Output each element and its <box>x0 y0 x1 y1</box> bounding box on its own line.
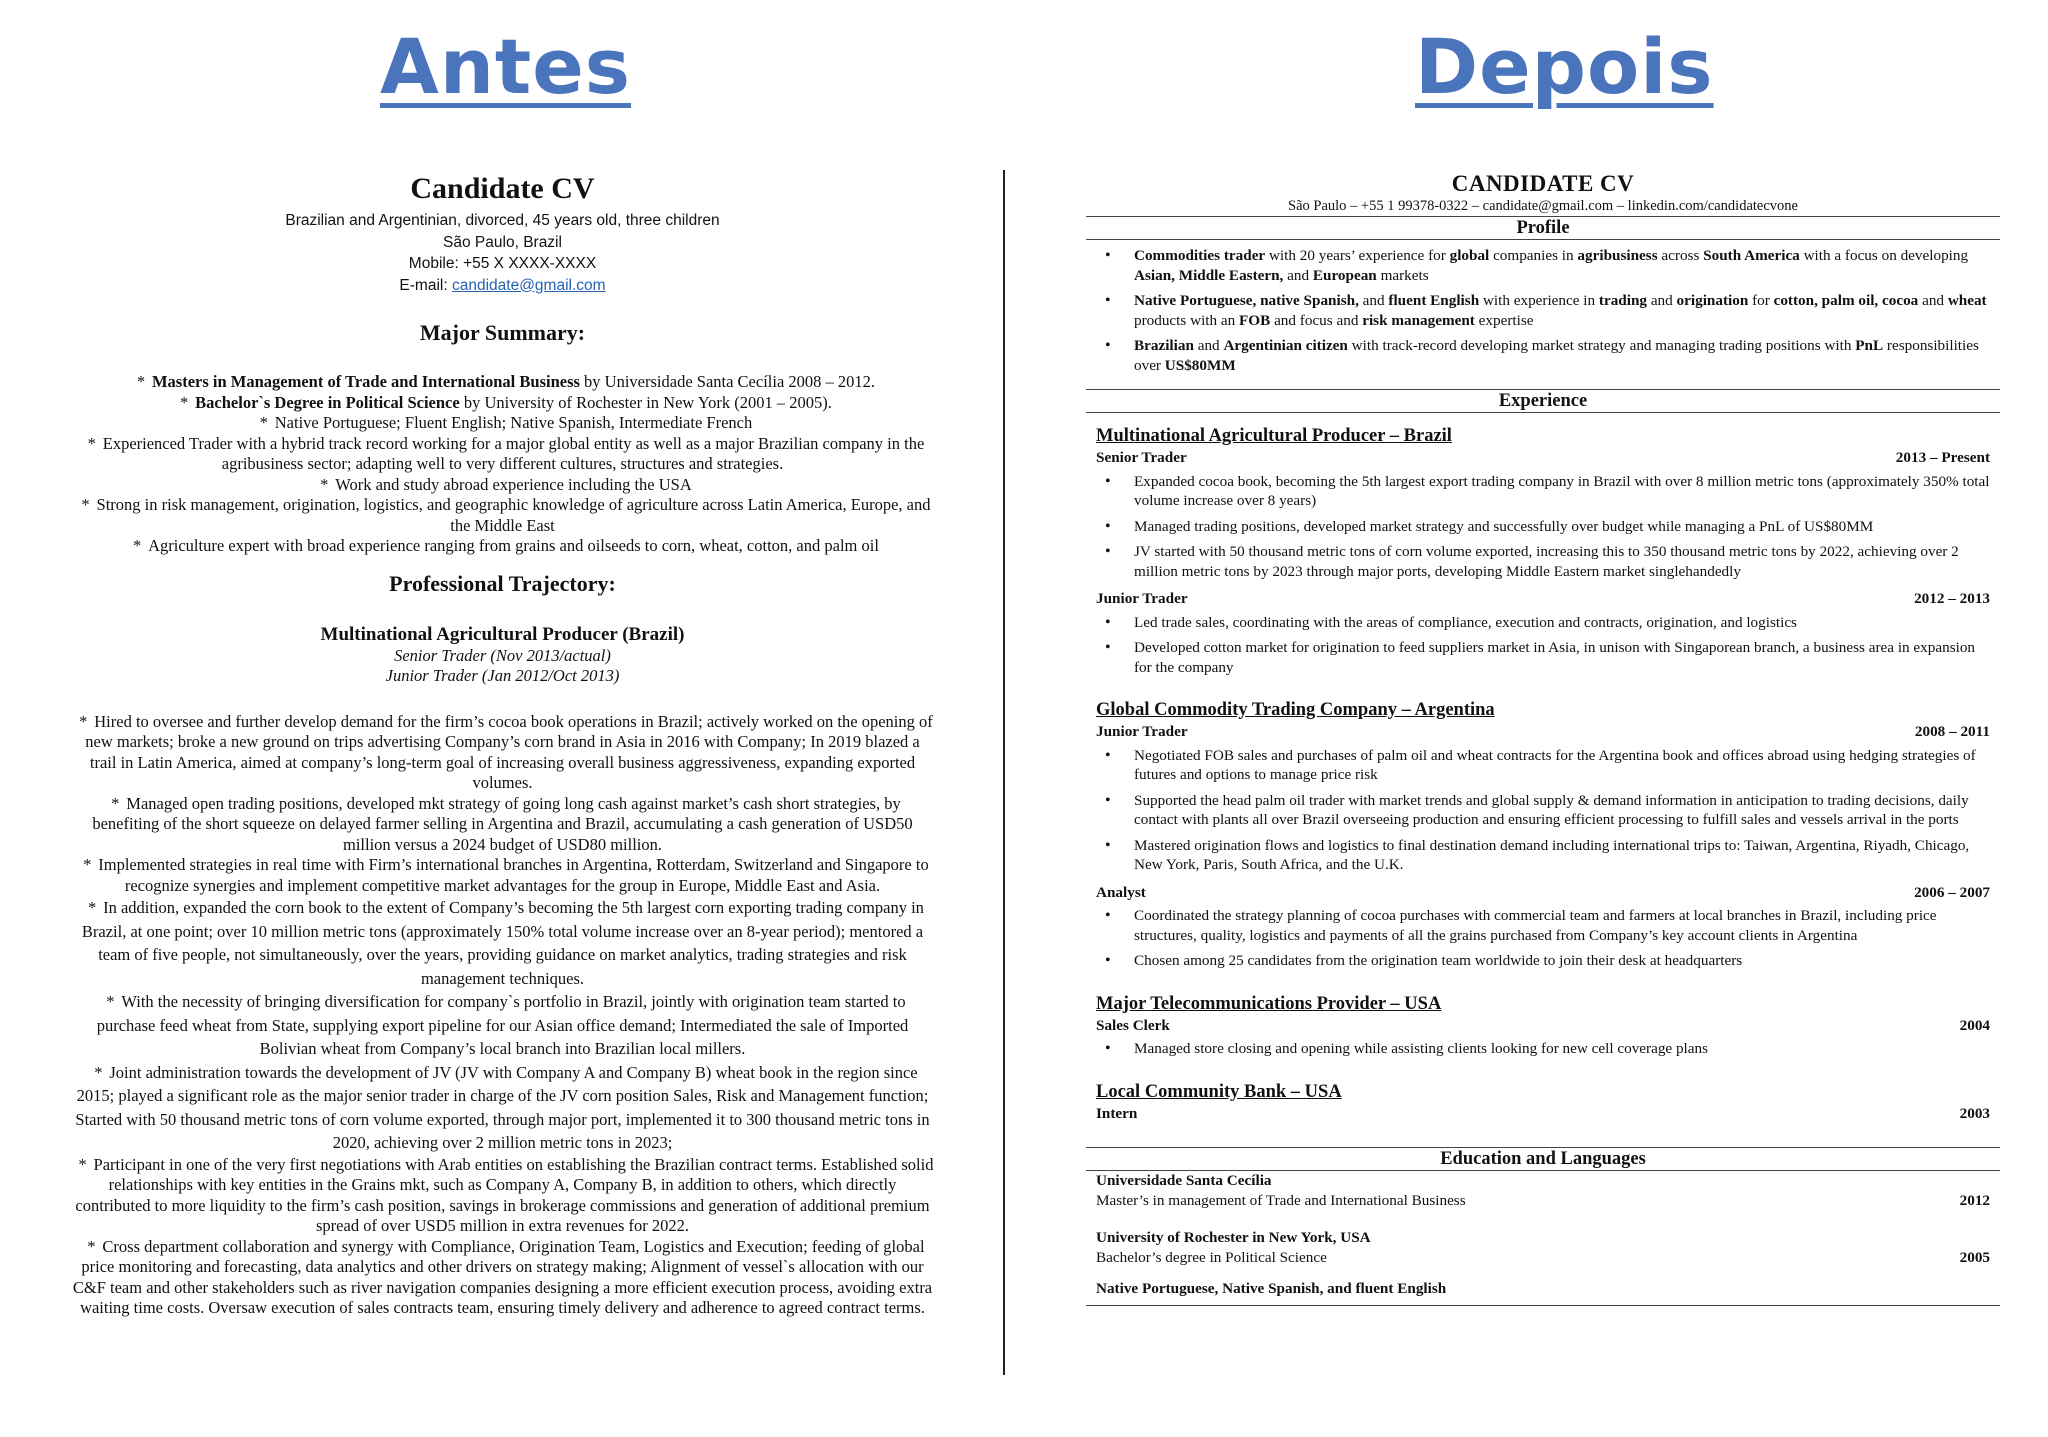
job-bullet: • JV started with 50 thousand metric tons of corn volume exported, increasing this to 350 thousand metric tons by 2022, achieving over 2 million metric tons by 2023 through major ports, developing Middle Eastern market singlehandedly <box>1086 542 2000 581</box>
trajectory-role-senior: Senior Trader (Nov 2013/actual) <box>394 645 611 665</box>
job-bullet: • Chosen among 25 candidates from the origination team worldwide to join their desk at headquarters <box>1086 951 2000 971</box>
bullet-star: * <box>87 1236 96 1256</box>
job-position <box>1086 589 2000 609</box>
task-item-text: Hired to oversee and further develop demand for the firm’s cocoa book operations in Brazil; actively worked on the opening of new markets; broke a new ground on trips advertising Company’s corn brand in Asia in 2016 with Company; In 2019 blazed a trail in Latin America, aimed at company’s long-term goal of increasing overall business aggressiveness, expanding exported volumes. <box>85 711 933 792</box>
profile-item-text: and <box>1647 292 1677 309</box>
task-list <box>70 712 935 1319</box>
profile-list <box>1086 246 2000 375</box>
cv-before-contact-3: Mobile: +55 X XXXX-XXXX <box>408 255 597 272</box>
job-company: Major Telecommunications Provider – USA <box>1096 993 1442 1014</box>
cv-before-contact-1: Brazilian and Argentinian, divorced, 45 years old, three children <box>285 212 720 229</box>
job-company: Global Commodity Trading Company – Argentina <box>1096 700 1495 720</box>
profile-item-text: expertise <box>1474 311 1534 329</box>
job-bullets <box>1086 613 2000 678</box>
bullet-star: * <box>87 898 97 917</box>
education-year: 2012 <box>1959 1191 1990 1209</box>
job-bullet: • Managed store closing and opening while assisting clients looking for new cell coverage plans <box>1086 1039 2000 1059</box>
job-role: Junior Trader <box>1096 590 1188 607</box>
profile-item-text: and <box>1918 292 1948 309</box>
task-item <box>70 712 935 794</box>
task-item-text: In addition, expanded the corn book to the extent of Company’s becoming the 5th largest corn exporting trading company in Brazil, at one point; over 10 million metric tons (approximately 150% total volume increase over an 8-year period); mentored a team of five people, not simultaneously, over the years, providing guidance on market analytics, trading strategies and risk management techniques. <box>81 898 924 988</box>
bullet-star: * <box>180 392 189 412</box>
profile-item-text: Native Portuguese, native Spanish, <box>1134 292 1359 309</box>
profile-item-text: European <box>1312 266 1377 284</box>
bullet-star: * <box>94 1062 103 1082</box>
summary-item <box>70 475 935 496</box>
profile-item-text: Argentinian citizen <box>1223 337 1348 354</box>
job-bullets <box>1086 472 2000 582</box>
cv-before-title: Candidate CV <box>410 172 595 205</box>
task-item <box>70 1155 935 1237</box>
profile-item-text: cotton, palm oil, cocoa <box>1773 292 1919 309</box>
experience-title: Experience <box>1086 389 2000 413</box>
profile-item-text: US$80MM <box>1164 356 1236 374</box>
summary-item-text: by University of Rochester in New York (2001 – 2005). <box>459 392 832 412</box>
profile-item <box>1086 291 2000 330</box>
profile-item-text: and <box>1193 337 1224 354</box>
summary-list <box>70 372 935 557</box>
cv-before <box>70 170 935 1319</box>
task-item <box>70 896 935 990</box>
experience-list <box>1086 425 2000 1123</box>
trajectory-title: Professional Trajectory: <box>389 570 616 596</box>
job-bullet: • Managed trading positions, developed market strategy and successfully over budget while managing a PnL of US$80MM <box>1086 517 2000 537</box>
job-role: Sales Clerk <box>1096 1016 1170 1034</box>
job-role: Analyst <box>1096 883 1146 901</box>
profile-title: Profile <box>1086 217 2000 240</box>
profile-item-text: fluent English <box>1388 292 1480 309</box>
job-dates: 2012 – 2013 <box>1914 590 1990 607</box>
job-dates: 2004 <box>1959 1016 1990 1034</box>
job-bullet: • Negotiated FOB sales and purchases of palm oil and wheat contracts for the Argentina book and offices abroad using hedging strategies of futures and options to manage price risk <box>1086 746 2000 785</box>
summary-item <box>70 495 935 536</box>
profile-item-text: Asian, Middle Eastern, <box>1134 266 1284 284</box>
profile-item-text: South America <box>1703 247 1800 264</box>
profile-item-text: with experience in <box>1479 292 1599 309</box>
languages: Native Portuguese, Native Spanish, and fluent English <box>1086 1279 2000 1306</box>
summary-item-text: Strong in risk management, origination, logistics, and geographic knowledge of agriculture across Latin America, Europe, and the Middle East <box>96 495 931 535</box>
education-degree-row <box>1086 1191 2000 1211</box>
job-bullet: • Coordinated the strategy planning of cocoa purchases with commercial team and farmers at local branches in Brazil, including price structures, quality, logistics and payments of all the grains purchased from Company’s key account clients in Argentina <box>1086 906 2000 945</box>
profile-item-text: global <box>1449 247 1490 264</box>
summary-item-text: Native Portuguese; Fluent English; Native Spanish, Intermediate French <box>274 413 753 432</box>
education-degree: Master’s in management of Trade and International Business <box>1096 1191 1466 1209</box>
cv-after <box>1086 170 2000 1306</box>
profile-item-text: and <box>1283 266 1313 284</box>
heading-after: Depois <box>1415 22 1714 111</box>
email-label: E-mail: <box>399 276 452 294</box>
job-bullet: • Developed cotton market for origination to feed suppliers market in Asia, in unison with Singaporean branch, a business area in expansion for the company <box>1086 638 2000 677</box>
education-title: Education and Languages <box>1086 1147 2000 1171</box>
bullet-star: * <box>87 433 96 453</box>
job-dates: 2008 – 2011 <box>1914 723 1990 740</box>
job-role: Intern <box>1096 1104 1138 1122</box>
summary-item-text: by Universidade Santa Cecília 2008 – 2012. <box>579 372 876 391</box>
profile-item-text: for <box>1748 292 1774 309</box>
education-year: 2005 <box>1959 1248 1990 1266</box>
profile-item-text: with a focus on developing <box>1799 247 1969 264</box>
job-role: Junior Trader <box>1096 723 1188 740</box>
task-item <box>70 794 935 856</box>
summary-item <box>70 372 935 393</box>
summary-item <box>70 434 935 475</box>
job-position <box>1086 1016 2000 1036</box>
email-link[interactable]: candidate@gmail.com <box>451 276 606 294</box>
bullet-star: * <box>259 413 268 432</box>
job-bullet: • Supported the head palm oil trader with market trends and global supply & demand information in anticipation to trading decisions, daily contact with plants all over Brazil overseeing production and ensuring efficient processing to fulfill sales and vessels arrival in the ports <box>1086 791 2000 830</box>
job-bullets <box>1086 746 2000 875</box>
task-item <box>70 855 935 896</box>
profile-item-text: agribusiness <box>1577 247 1658 264</box>
profile-item-text: Commodities trader <box>1134 247 1266 264</box>
bullet-star: * <box>81 495 90 514</box>
trajectory-company: Multinational Agricultural Producer (Brazil) <box>320 623 685 645</box>
bullet-star: * <box>136 372 146 391</box>
job-position <box>1086 883 2000 903</box>
cv-before-email <box>70 275 935 297</box>
task-item <box>70 1061 935 1155</box>
bullet-star: * <box>83 855 92 874</box>
job-company: Multinational Agricultural Producer – Brazil <box>1096 426 1452 446</box>
job-bullets <box>1086 1039 2000 1059</box>
cv-after-contact: São Paulo – +55 1 99378-0322 – candidate@gmail.com – linkedin.com/candidatecvone <box>1086 198 2000 217</box>
job-dates: 2006 – 2007 <box>1914 883 1990 901</box>
task-item-text: With the necessity of bringing diversification for company`s portfolio in Brazil, jointly with origination team started to purchase feed wheat from State, supplying export pipeline for our Asian office demand; Intermediated the sale of Imported Bolivian wheat from Company’s local branch into Brazilian local millers. <box>96 992 909 1058</box>
profile-item-text: origination <box>1676 292 1749 309</box>
education-list <box>1086 1171 2000 1267</box>
profile-item-text: products with an <box>1134 311 1240 329</box>
profile-item-text: and focus and <box>1270 311 1363 329</box>
task-item-text: Cross department collaboration and synergy with Compliance, Origination Team, Logistics and Execution; feeding of global price monitoring and forecasting, data analytics and other drivers on strategy making; Alignment of vessel`s allocation with our C&F team and other stakeholders such as river navigation companies designing a more efficient execution process, avoiding extra waiting time costs. Oversaw execution of sales contracts team, ensuring timely delivery and adherence to agreed contract terms. <box>72 1236 933 1317</box>
cv-before-contact-2: São Paulo, Brazil <box>443 233 562 251</box>
profile-item-text: across <box>1657 247 1704 264</box>
task-item-text: Implemented strategies in real time with Firm’s international branches in Argentina, Rotterdam, Switzerland and Singapore to recognize synergies and implement competitive market advantages for the group in Europe, Middle East and Asia. <box>98 855 929 895</box>
bullet-star: * <box>320 474 329 494</box>
education-degree-row <box>1086 1248 2000 1268</box>
job-bullet: • Expanded cocoa book, becoming the 5th largest export trading company in Brazil with over 8 million metric tons (approximately 350% total volume increase over 8 years) <box>1086 472 2000 511</box>
job-bullet: • Led trade sales, coordinating with the areas of compliance, execution and contracts, origination, and logistics <box>1086 613 2000 633</box>
summary-title: Major Summary: <box>419 320 586 345</box>
profile-item-text: and <box>1358 292 1389 309</box>
job-position <box>1086 1104 2000 1124</box>
education-school: University of Rochester in New York, USA <box>1096 1229 1371 1246</box>
job-bullets <box>1086 906 2000 971</box>
summary-item-bold: Masters in Management of Trade and International Business <box>151 372 580 391</box>
summary-item <box>70 413 935 434</box>
task-item <box>70 1237 935 1319</box>
summary-item-bold: Bachelor`s Degree in Political Science <box>195 392 460 412</box>
summary-item-text: Experienced Trader with a hybrid track record working for a major global entity as well as a major Brazilian company in the agribusiness sector; adapting well to very different cultures, structures and strategies. <box>102 433 925 473</box>
job-position <box>1086 448 2000 468</box>
job-bullet: • Mastered origination flows and logistics to final destination demand including international trips to: Taiwan, Argentina, Riyadh, Chicago, New York, Paris, South Africa, and the U.K. <box>1086 836 2000 875</box>
task-item-text: Joint administration towards the development of JV (JV with Company A and Company B) wheat book in the region since 2015; played a significant role as the major senior trader in charge of the JV corn position Sales, Risk and Management function; Started with 50 thousand metric tons of corn volume exported, through major port, implemented it to 300 thousand metric tons in 2020, achieving over 2 million metric tons in 2023; <box>75 1062 930 1152</box>
bullet-star: * <box>79 711 88 731</box>
summary-item <box>70 536 935 557</box>
profile-item <box>1086 246 2000 285</box>
profile-item-text: markets <box>1376 266 1429 284</box>
education-school: Universidade Santa Cecília <box>1096 1172 1272 1189</box>
job-position <box>1086 722 2000 742</box>
bullet-star: * <box>132 536 142 555</box>
profile-item-text: with 20 years’ experience for <box>1265 247 1450 264</box>
bullet-star: * <box>78 1154 87 1174</box>
summary-item-text: Agriculture expert with broad experience ranging from grains and oilseeds to corn, wheat, cotton, and palm oil <box>148 536 879 555</box>
task-item-text: Managed open trading positions, developed mkt strategy of going long cash against market’s cash short strategies, by benefiting of the short squeeze on delayed farmer selling in Argentina and Brazil, accumulating a cash generation of USD50 million versus a 2024 budget of USD80 million. <box>92 793 913 854</box>
profile-item-text: wheat <box>1947 292 1987 309</box>
summary-item <box>70 393 935 414</box>
summary-item-text: Work and study abroad experience including the USA <box>335 474 692 494</box>
job-dates: 2003 <box>1959 1104 1990 1122</box>
bullet-star: * <box>111 793 120 813</box>
profile-item-text: companies in <box>1489 247 1578 264</box>
profile-item-text: PnL <box>1855 337 1884 354</box>
profile-item <box>1086 336 2000 375</box>
profile-item-text: with track-record developing market strategy and managing trading positions with <box>1347 337 1856 354</box>
profile-item-text: FOB <box>1239 311 1271 329</box>
job-company: Local Community Bank – USA <box>1096 1081 1342 1102</box>
job-dates: 2013 – Present <box>1895 449 1990 466</box>
task-item <box>70 990 935 1061</box>
bullet-star: * <box>106 992 115 1011</box>
column-divider <box>1003 170 1005 1375</box>
job-role: Senior Trader <box>1096 449 1187 466</box>
education-degree: Bachelor’s degree in Political Science <box>1096 1248 1327 1266</box>
task-item-text: Participant in one of the very first negotiations with Arab entities on establishing the Brazilian contract terms. Established solid relationships with key entities in the Grains mkt, such as Company A, Company B, in addition to others, which directly contributed to more liquidity to the firm’s cash position, savings in brokerage commissions and generation of additional premium spread of over USD5 million in extra revenues for 2022. <box>75 1154 934 1235</box>
heading-before: Antes <box>380 22 632 111</box>
cv-after-title: CANDIDATE CV <box>1451 171 1635 196</box>
profile-item-text: Brazilian <box>1134 337 1194 354</box>
profile-item-text: responsibilities over <box>1134 337 1979 374</box>
profile-item-text: risk management <box>1362 311 1475 329</box>
trajectory-role-junior: Junior Trader (Jan 2012/Oct 2013) <box>385 665 620 685</box>
profile-item-text: trading <box>1598 292 1648 309</box>
